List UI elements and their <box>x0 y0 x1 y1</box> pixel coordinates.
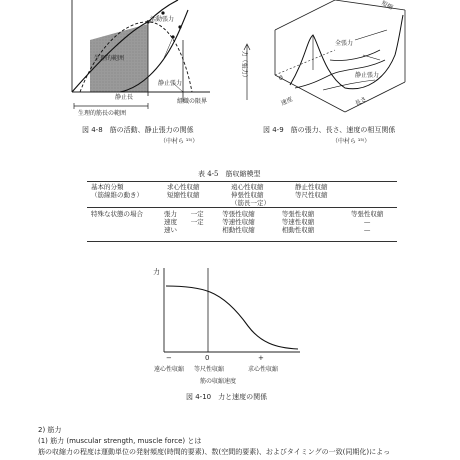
table-cell-phasic-b: 相動性収縮 <box>281 226 315 235</box>
label-total-tension: 全張力 <box>335 40 354 47</box>
label-isometric: 等尺性収縮 <box>194 366 225 373</box>
fig49-diagram <box>235 0 450 122</box>
label-speed: 速度 <box>280 95 294 108</box>
table-note-length-const: （筋長一定） <box>231 199 270 208</box>
table-cell-dash-1: — <box>363 218 371 227</box>
figure-4-8 <box>60 0 220 135</box>
table-cell-const-2: 一定 <box>190 218 204 227</box>
label-force-axis: 力（張力） <box>240 50 248 81</box>
label-physio-range: 生理的範囲 <box>94 55 125 62</box>
label-eccentric: 遠心性収縮 <box>154 366 185 373</box>
label-rest-tension-3d: 静止張力 <box>355 72 380 79</box>
table-head-special: 特殊な状態の場合 <box>91 210 143 218</box>
figure-4-9 <box>235 0 450 135</box>
table-row-special <box>87 210 397 234</box>
label-shortening: 短縮 <box>380 0 394 12</box>
fig49-citation: （中村ら ¹⁵⁾） <box>332 138 371 145</box>
table-head-basic-1: 基本的分類 <box>91 183 124 191</box>
label-concentric: 求心性収縮 <box>248 366 279 373</box>
table-4-5 <box>87 183 397 207</box>
table-cell-fast: 速い <box>163 226 177 235</box>
table-cell-speed: 速度 <box>163 218 177 227</box>
table-cell-isotonic-c: 等張性収縮 <box>350 210 384 218</box>
label-active-tension: 活動張力 <box>150 16 175 23</box>
label-length: 長さ <box>354 95 368 108</box>
label-zero: 0 <box>279 75 283 82</box>
table-head-basic-2: （筋線維の動き） <box>91 191 143 200</box>
table-cell-eccentric: 遠心性収縮 <box>231 183 264 191</box>
tick-minus: − <box>166 354 172 362</box>
table-rule-top <box>87 181 397 182</box>
figure-4-10 <box>150 262 310 402</box>
section-heading: 2) 筋力 <box>38 426 62 434</box>
label-rest-length: 静止長 <box>115 94 134 101</box>
table-cell-dash-2: — <box>363 226 371 235</box>
table-cell-isokinetic-b: 等速性収縮 <box>281 218 315 227</box>
table-cell-tension: 張力 <box>163 210 177 218</box>
tick-zero: 0 <box>205 354 210 362</box>
section-subheading: (1) 筋力 (muscular strength, muscle force) とは <box>38 437 202 445</box>
fig49-caption: 図 4-9 筋の張力、長さ、速度の相互関係 <box>263 126 396 134</box>
label-physio-length: 生理的筋長の範囲 <box>78 110 127 117</box>
table-cell-isometric: 等尺性収縮 <box>295 191 328 200</box>
tick-plus: + <box>258 354 264 362</box>
table-cell-isokinetic-a: 等速性収縮 <box>222 218 255 227</box>
fig410-diagram <box>150 262 310 362</box>
fig410-ylabel: 力 <box>153 268 160 276</box>
label-rest-tension: 静止張力 <box>158 80 183 87</box>
table-rule-mid <box>87 207 397 208</box>
fig410-caption: 図 4-10 力と速度の関係 <box>186 393 268 401</box>
table-cell-concentric: 求心性収縮 <box>167 183 200 191</box>
label-tissue-limit: 組織の限界 <box>177 98 208 105</box>
table-cell-const-1: 一定 <box>190 210 204 218</box>
fig410-xlabel: 筋の収縮速度 <box>200 378 237 385</box>
table-cell-lengthening: 伸張性収縮 <box>231 191 264 200</box>
section-body: 筋の収縮力の程度は運動単位の発射頻度(時間的要素)、数(空間的要素)、およびタイミングの一致(同期化)によっ <box>38 448 391 456</box>
table-cell-isotonic-b: 等張性収縮 <box>281 210 315 218</box>
table-cell-phasic-a: 相動性収縮 <box>222 226 255 235</box>
table-row-basic <box>87 183 367 199</box>
table-title: 表 4-5 筋収縮模型 <box>198 170 261 178</box>
table-cell-isotonic-a: 等張性収縮 <box>222 210 255 218</box>
table-rule-bottom <box>87 241 397 242</box>
force-velocity-curve <box>166 286 298 349</box>
fig48-citation: （中村ら ¹⁵⁾） <box>160 138 199 145</box>
table-4-5-special <box>87 210 397 234</box>
fig48-caption: 図 4-8 筋の活動、静止張力の関係 <box>82 126 194 134</box>
table-cell-shortening: 短縮性収縮 <box>167 191 200 200</box>
table-cell-static: 静止性収縮 <box>295 183 328 191</box>
